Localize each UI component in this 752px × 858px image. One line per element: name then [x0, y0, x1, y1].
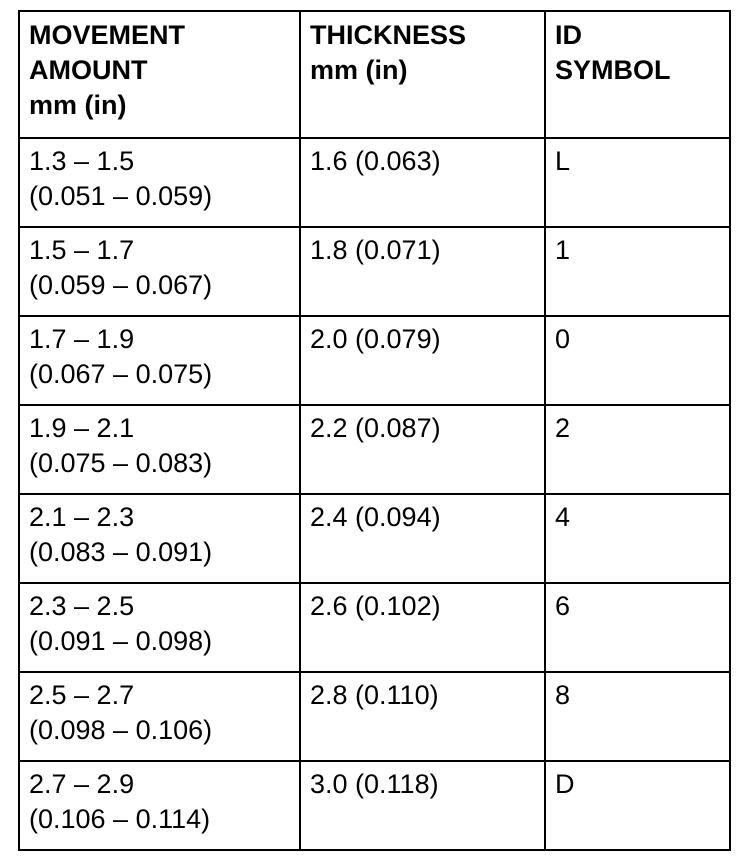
- table-row: [19, 583, 730, 672]
- table-row: [19, 405, 730, 494]
- movement-mm: 1.5 – 1.7: [29, 235, 135, 265]
- id-symbol-cell: 8: [545, 672, 730, 761]
- header-text: mm (in): [29, 90, 127, 120]
- table-row: [19, 494, 730, 583]
- header-text: SYMBOL: [555, 55, 671, 85]
- thickness-cell: 3.0 (0.118): [300, 761, 545, 850]
- table-row: [19, 672, 730, 761]
- thickness-cell: 2.2 (0.087): [300, 405, 545, 494]
- movement-cell: [19, 761, 300, 850]
- movement-mm: 2.1 – 2.3: [29, 502, 135, 532]
- table-row: [19, 138, 730, 227]
- shim-selection-table: [18, 10, 731, 851]
- header-text: mm (in): [310, 55, 408, 85]
- header-id-symbol: [545, 11, 730, 138]
- header-thickness: [300, 11, 545, 138]
- header-text: ID: [555, 20, 582, 50]
- thickness-cell: 2.6 (0.102): [300, 583, 545, 672]
- movement-cell: [19, 672, 300, 761]
- movement-in: (0.075 – 0.083): [29, 448, 213, 478]
- movement-in: (0.091 – 0.098): [29, 626, 213, 656]
- id-symbol-cell: D: [545, 761, 730, 850]
- movement-cell: [19, 138, 300, 227]
- movement-mm: 1.3 – 1.5: [29, 146, 135, 176]
- table-row: [19, 227, 730, 316]
- header-row: [19, 11, 730, 138]
- movement-in: (0.106 – 0.114): [29, 804, 211, 834]
- table-row: [19, 761, 730, 850]
- movement-in: (0.059 – 0.067): [29, 270, 213, 300]
- header-text: MOVEMENT: [29, 20, 186, 50]
- id-symbol-cell: 1: [545, 227, 730, 316]
- header-text: THICKNESS: [310, 20, 467, 50]
- thickness-cell: 1.8 (0.071): [300, 227, 545, 316]
- movement-mm: 2.5 – 2.7: [29, 680, 135, 710]
- id-symbol-cell: 2: [545, 405, 730, 494]
- thickness-cell: 2.4 (0.094): [300, 494, 545, 583]
- movement-cell: [19, 316, 300, 405]
- movement-cell: [19, 494, 300, 583]
- movement-mm: 2.3 – 2.5: [29, 591, 135, 621]
- thickness-cell: 1.6 (0.063): [300, 138, 545, 227]
- id-symbol-cell: L: [545, 138, 730, 227]
- thickness-cell: 2.0 (0.079): [300, 316, 545, 405]
- id-symbol-cell: 4: [545, 494, 730, 583]
- movement-in: (0.098 – 0.106): [29, 715, 213, 745]
- id-symbol-cell: 0: [545, 316, 730, 405]
- movement-cell: [19, 227, 300, 316]
- thickness-cell: 2.8 (0.110): [300, 672, 545, 761]
- movement-in: (0.083 – 0.091): [29, 537, 213, 567]
- movement-cell: [19, 583, 300, 672]
- header-text: AMOUNT: [29, 55, 148, 85]
- table-row: [19, 316, 730, 405]
- movement-in: (0.067 – 0.075): [29, 359, 213, 389]
- movement-cell: [19, 405, 300, 494]
- header-movement-amount: [19, 11, 300, 138]
- movement-mm: 1.9 – 2.1: [29, 413, 135, 443]
- movement-mm: 1.7 – 1.9: [29, 324, 135, 354]
- id-symbol-cell: 6: [545, 583, 730, 672]
- movement-in: (0.051 – 0.059): [29, 181, 213, 211]
- movement-mm: 2.7 – 2.9: [29, 769, 135, 799]
